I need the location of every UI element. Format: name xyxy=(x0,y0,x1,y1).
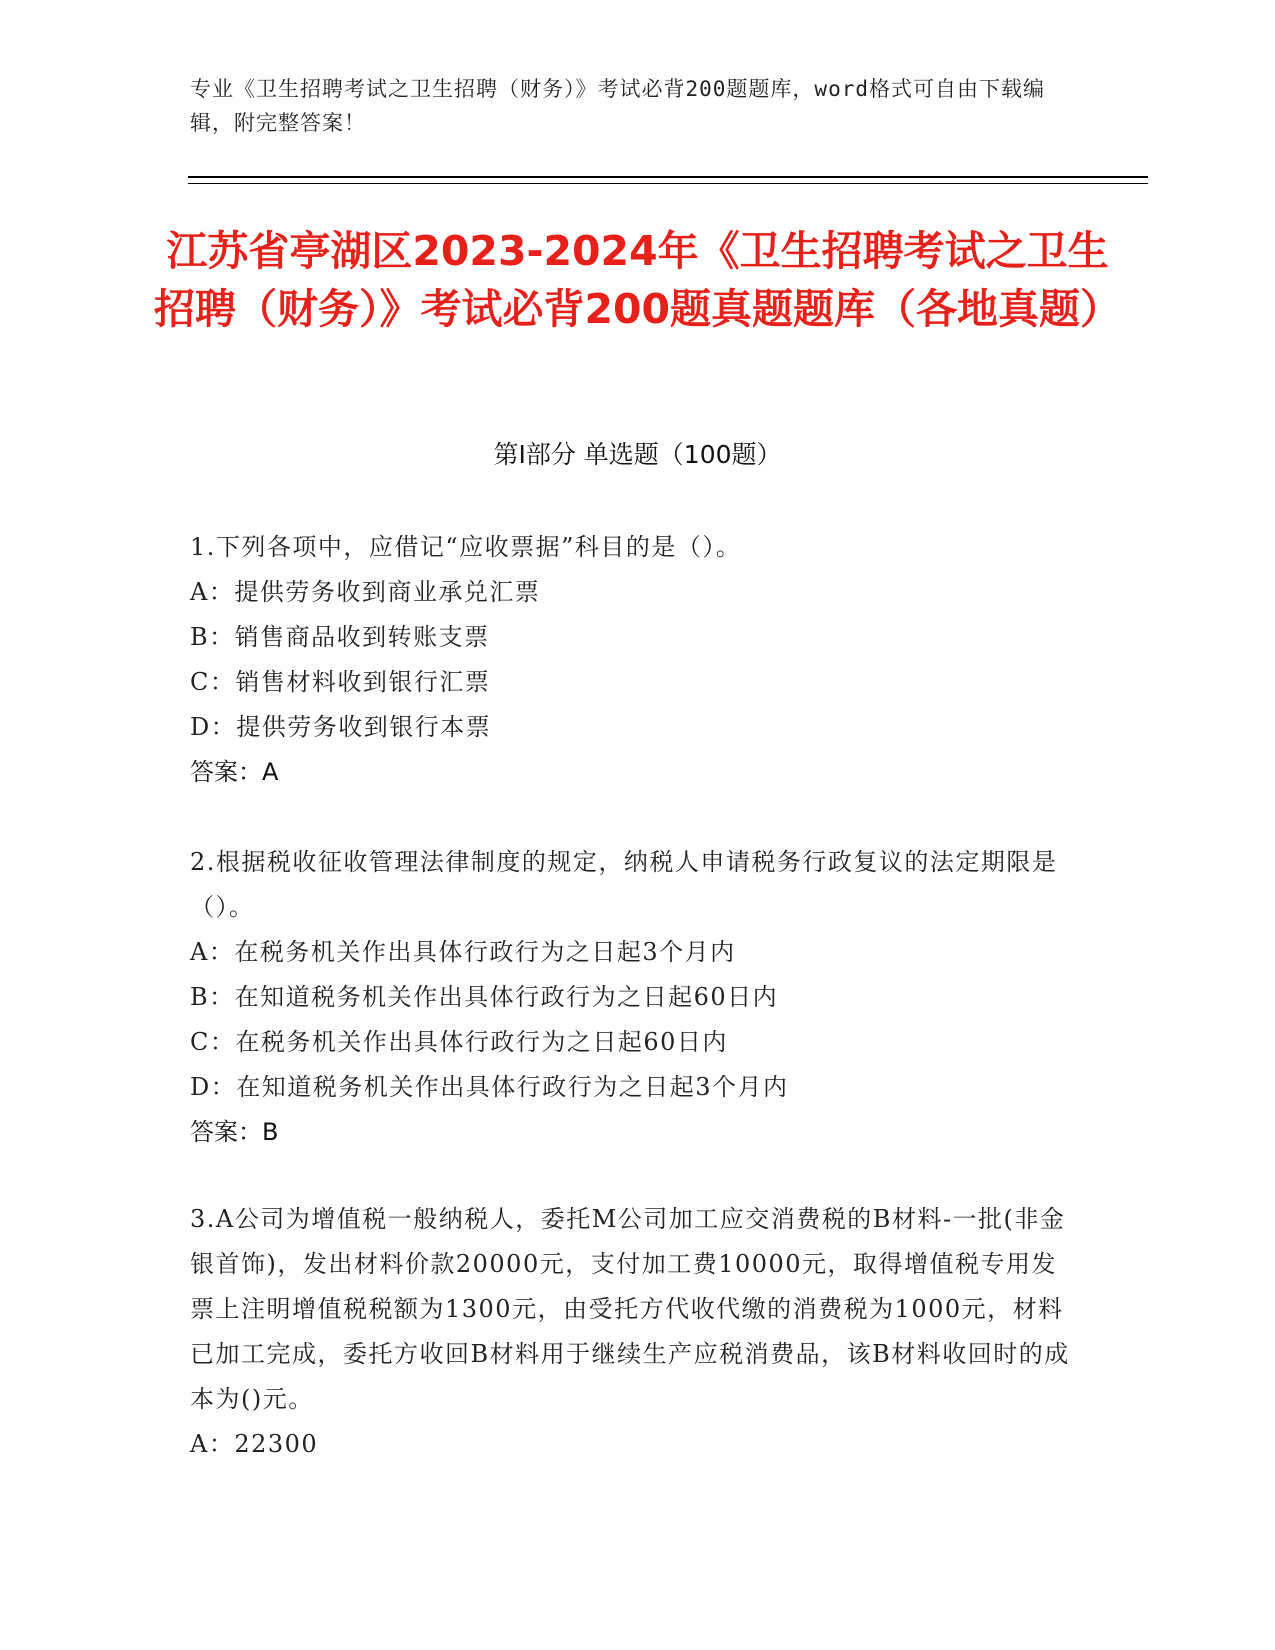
option-b: B：销售商品收到转账支票 xyxy=(190,623,490,651)
option-c: C：销售材料收到银行汇票 xyxy=(190,668,491,696)
question-block xyxy=(190,525,1080,795)
header-divider-thin xyxy=(188,183,1148,184)
answer-label: 答案：B xyxy=(190,1118,279,1146)
section-heading: 第I部分 单选题（100题） xyxy=(493,440,782,469)
option-d: D：提供劳务收到银行本票 xyxy=(190,713,492,741)
question-stem: 2.根据税收征收管理法律制度的规定，纳税人申请税务行政复议的法定期限是（）。 xyxy=(190,848,1058,921)
option-d: D：在知道税务机关作出具体行政行为之日起3个月内 xyxy=(190,1073,789,1101)
option-b: B：在知道税务机关作出具体行政行为之日起60日内 xyxy=(190,983,779,1011)
intro-text: 专业《卫生招聘考试之卫生招聘（财务）》考试必背200题题库，word格式可自由下载编辑，附完整答案！ xyxy=(190,77,1045,135)
option-a: A：在税务机关作出具体行政行为之日起3个月内 xyxy=(190,938,736,966)
document-title: 江苏省亭湖区2023-2024年《卫生招聘考试之卫生招聘（财务）》考试必背200题真题题库（各地真题） xyxy=(153,227,1122,333)
option-a: A：提供劳务收到商业承兑汇票 xyxy=(190,578,541,606)
option-a: A：22300 xyxy=(190,1430,319,1458)
answer-label: 答案：A xyxy=(190,758,279,786)
question-block xyxy=(190,1197,1080,1467)
option-c: C：在税务机关作出具体行政行为之日起60日内 xyxy=(190,1028,728,1056)
question-stem: 3.A公司为增值税一般纳税人，委托M公司加工应交消费税的B材料-一批(非金银首饰)，发出材料价款20000元，支付加工费10000元，取得增值税专用发票上注明增值税税额为1300元，由受托方代收代缴的消费税为1000元，材料已加工完成，委托方收回B材料用于继续生产应税消费品，该B材料收回时的成本为()元。 xyxy=(190,1205,1070,1413)
header-divider-thick xyxy=(188,176,1148,178)
question-block xyxy=(190,840,1080,1155)
question-stem: 1.下列各项中，应借记“应收票据”科目的是（）。 xyxy=(190,533,742,561)
